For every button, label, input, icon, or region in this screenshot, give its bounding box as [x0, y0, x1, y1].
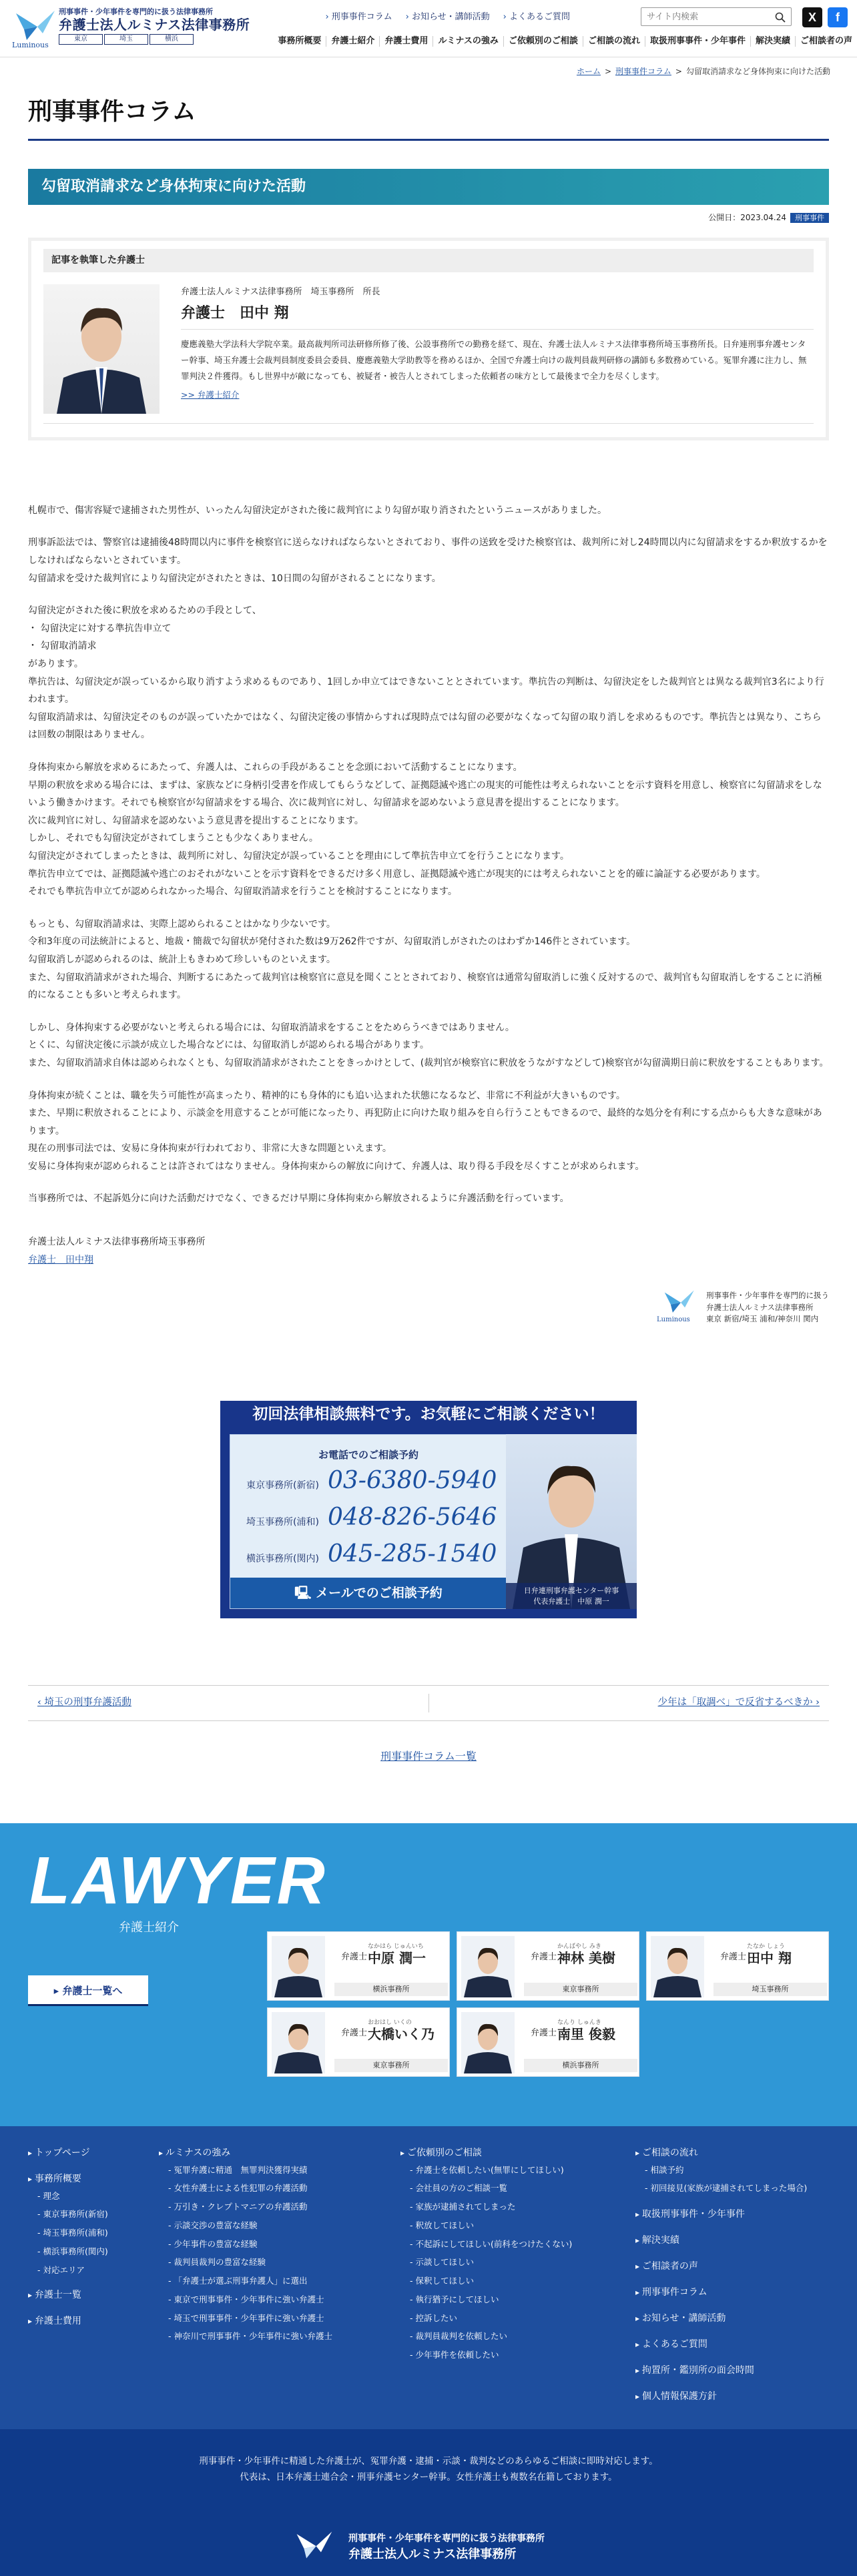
article-line: もっとも、勾留取消請求は、実際上認められることはかなり少ないです。 [28, 918, 336, 930]
article-line: 現在の刑事司法では、安易に身体拘束が行われており、非常に大きな問題といえます。 [28, 1143, 392, 1155]
article-title: 勾留取消請求など身体拘束に向けた活動 [28, 169, 829, 206]
article-line: また、早期に釈放されることにより、示談金を用意することが可能になったり、再犯防止に向けた取り組みを自ら行うこともできるので、最終的な処分を有利にする点からも大きな意味があります。 [28, 1108, 822, 1137]
main-navigation [273, 36, 857, 47]
nav-voices[interactable]: ご相談者の声 [795, 36, 857, 47]
chevron-left-icon: ‹ [37, 1697, 45, 1708]
breadcrumb-section[interactable]: 刑事事件コラム [615, 67, 671, 76]
lawyer-section-heading: LAWYER [29, 1843, 327, 1918]
footer-sub-link[interactable]: - 少年事件の豊富な経験 [159, 2238, 332, 2251]
lawyer-ruby: なかはら じゅんいち [368, 1943, 424, 1950]
footer-office-sub[interactable]: - 埼玉事務所(浦和) [28, 2227, 108, 2240]
footer-top-link[interactable]: ▸ トップページ [28, 2146, 108, 2160]
footer-col-2 [159, 2146, 332, 2350]
prev-article-link[interactable] [28, 1694, 429, 1712]
footer-sub-link[interactable]: - 万引き・クレプトマニアの弁護活動 [159, 2201, 332, 2214]
footer-desc-1: 刑事事件・少年事件に精通した弁護士が、冤罪弁護・逮捕・示談・裁判などのあらゆるご相談に即時対応します。 [199, 2455, 658, 2467]
footer-item-link[interactable]: ▸ 個人情報保護方針 [635, 2390, 807, 2404]
article-paragraph [28, 1190, 829, 1208]
consult-caption-1: 日弁連刑事弁護センター幹事 [523, 1586, 619, 1596]
footer-sub-link[interactable]: - 相談予約 [635, 2164, 807, 2177]
phone-label: 横浜事務所(関内) [246, 1553, 319, 1564]
breadcrumb-sep: > [675, 67, 682, 76]
nav-consult-types[interactable]: ご依頼別のご相談 [503, 36, 583, 47]
consult-phone-heading: お電話でのご相談予約 [318, 1449, 418, 1462]
lawyer-name: 神林 美樹 [557, 1949, 615, 1966]
nav-strengths[interactable]: ルミナスの強み [433, 36, 503, 47]
footer-lawyers-link[interactable]: ▸ 弁護士一覧 [28, 2288, 108, 2302]
brand-text: Luminous [12, 41, 49, 49]
footer-sub-link[interactable]: - 冤罪弁護に精通 無罪判決獲得実績 [159, 2164, 332, 2177]
footer-sub-link[interactable]: - 女性弁護士による性犯罪の弁護活動 [159, 2182, 332, 2195]
footer-office-sub[interactable]: - 東京事務所(新宿) [28, 2208, 108, 2221]
article-paragraph [28, 1087, 829, 1176]
footer-sub-link[interactable]: - 釈放してほしい [400, 2220, 572, 2232]
lawyer-office: 東京事務所 [524, 1983, 637, 1996]
x-social-icon[interactable]: X [802, 7, 822, 27]
lawyer-title: 弁護士 [341, 2027, 368, 2038]
article-line: があります。 [28, 659, 83, 670]
all-lawyers-label: 弁護士一覧へ [62, 1984, 123, 1997]
footer-sub-link[interactable]: - 裁判員裁判を依頼したい [400, 2330, 572, 2343]
luminous-footer-logo-icon [287, 2528, 340, 2568]
breadcrumb-current: 勾留取消請求など身体拘束に向けた活動 [685, 67, 830, 76]
article-line: それでも準抗告申立てが認められなかった場合、勾留取消請求を行うことを検討することになります。 [28, 886, 457, 898]
breadcrumb-home[interactable]: ホーム [576, 67, 601, 76]
footer-office-sub[interactable]: - 横浜事務所(関内) [28, 2246, 108, 2258]
article-line: ・ 勾留決定に対する準抗告申立て [28, 623, 172, 634]
article-line: 次に裁判官に対し、勾留請求を認めないよう意見書を提出することになります。 [28, 815, 364, 826]
footer-sub-link[interactable]: - 家族が逮捕されてしまった [400, 2201, 572, 2214]
lawyer-name: 田中 翔 [747, 1949, 792, 1966]
footer-sub-link[interactable]: - 初回接見(家族が逮捕されてしまった場合) [635, 2182, 807, 2195]
article-line: また、勾留取消請求自体は認められなくとも、勾留取消請求がされたことをきっかけとして、(裁判官が検察官に釈放をうながすなどして)検察官が勾留満期日前に釈放をすることもあります。 [28, 1057, 829, 1068]
luminous-small-logo-icon [657, 1287, 701, 1327]
consult-phone-panel [230, 1434, 507, 1609]
search-input[interactable] [641, 12, 768, 22]
phone-row-saitama[interactable] [246, 1502, 507, 1538]
footer-col-4 [635, 2146, 807, 2417]
lawyer-section-subheading: 弁護士紹介 [119, 1920, 179, 1935]
lawyer-ruby: たなか しょう [747, 1943, 785, 1950]
subnav-column[interactable]: › 刑事事件コラム [325, 9, 392, 26]
footer-item-link[interactable]: ▸ 解決実績 [635, 2234, 807, 2248]
lawyer-section [0, 1823, 857, 2126]
footer-sub-link[interactable]: - 裁判員裁判の豊富な経験 [159, 2256, 332, 2269]
footer-sub-link[interactable]: - 執行猶予にしてほしい [400, 2294, 572, 2306]
footer-col-3 [400, 2146, 572, 2368]
footer-item-link[interactable]: ▸ ご相談者の声 [635, 2260, 807, 2274]
luminous-logo-icon [11, 7, 59, 51]
subnav-news[interactable]: › お知らせ・講師活動 [406, 9, 490, 26]
footer-sub-link[interactable]: - 弁護士を依頼したい(無罪にしてほしい) [400, 2164, 572, 2177]
nav-fees[interactable]: 弁護士費用 [379, 36, 433, 47]
footer-logo-firm: 弁護士法人ルミナス法律事務所 [348, 2547, 517, 2561]
footer-item-link[interactable]: ▸ 取扱刑事事件・少年事件 [635, 2208, 807, 2222]
footer-sub-link[interactable]: - 会社員の方のご相談一覧 [400, 2182, 572, 2195]
article-line: 当事務所では、不起訴処分に向けた活動だけでなく、できるだけ早期に身体拘束から解放されるように弁護活動を行っています。 [28, 1193, 569, 1205]
article-paragraph [28, 759, 829, 901]
article-line: 勾留決定がされた後に釈放を求めるための手段として、 [28, 605, 262, 617]
consultation-banner[interactable] [220, 1401, 637, 1618]
article-paragraph [28, 916, 829, 1004]
site-logo[interactable] [11, 7, 250, 51]
breadcrumb [0, 57, 857, 79]
article-line: 早期の釈放を求める場合には、まずは、家族などに身柄引受書を作成してもらうなどして、証拠隠滅や逃亡の現実的可能性は考えられないことを示す資料を用意し、検察官に勾留請求をしないよう働きかけます。それでも検察官が勾留請求をする場合、次に裁判官に対し、勾留請求を認めないよう意見書を提出することになります。 [28, 779, 822, 809]
lawyer-name: 大橋いく乃 [368, 2025, 435, 2042]
lawyer-office: 東京事務所 [334, 2059, 448, 2072]
footer-desc-2: 代表は、日本弁護士連合会・刑事弁護センター幹事。女性弁護士も複数名在籍しております。 [240, 2471, 617, 2483]
article-line: 勾留取消しが認められるのは、統計上もきわめて珍しいものといえます。 [28, 954, 336, 965]
phone-number[interactable]: 03-6380-5940 [328, 1466, 497, 1494]
article-line: 札幌市で、傷害容疑で逮捕された男性が、いったん勾留決定がされた後に裁判官により勾留が取り消されたというニュースがありました。 [28, 505, 607, 516]
chevron-right-icon: › [812, 1697, 820, 1708]
page-title: 刑事事件コラム [28, 97, 829, 141]
logo-firm-name: 弁護士法人ルミナス法律事務所 [59, 17, 250, 33]
computer-icon: 🖳 [294, 1586, 316, 1601]
column-list-link-wrap [0, 1746, 857, 1766]
author-profile-link[interactable]: >> 弁護士紹介 [181, 389, 240, 400]
author-bio: 慶應義塾大学法科大学院卒業。最高裁判所司法研修所修了後、公設事務所での勤務を経て、現在、弁護士法人ルミナス法律事務所埼玉事務所長。日弁連刑事弁護センター幹事、埼玉弁護士会裁判員制度委員会委員、慶應義塾大学助教等を務めるほか、全国で弁護士向けの裁判員裁判研修の講師も多数務めている。冤罪弁護に注力し、無罪判決２件獲得。もし世界中が敵になっても、被疑者・被告人とされてしまった依頼者の味方として最後まで全力を尽くします。 [181, 329, 814, 384]
author-box [28, 238, 829, 440]
article-paragraph [28, 502, 829, 520]
lawyer-name: 南里 俊毅 [557, 2025, 615, 2042]
column-list-link[interactable]: 刑事事件コラム一覧 [380, 1750, 477, 1763]
all-lawyers-button[interactable] [28, 1975, 148, 2006]
consult-lawyer-photo [506, 1434, 637, 1609]
office-yokohama: 横浜 [150, 34, 194, 45]
lawyer-office: 横浜事務所 [334, 1983, 448, 1996]
nav-flow[interactable]: ご相談の流れ [583, 36, 645, 47]
lawyer-card[interactable] [457, 2007, 639, 2077]
article-paragraph [28, 534, 829, 587]
article-line: 勾留決定がされてしまったときは、裁判所に対し、勾留決定が誤っていることを理由にして準抗告申立てを行うことになります。 [28, 850, 569, 862]
footer-sub-link[interactable]: - 控訴したい [400, 2312, 572, 2325]
publish-date: 公開日：2023.04.24 [708, 213, 786, 223]
lawyer-photo [461, 2012, 515, 2073]
logo-offices [59, 34, 250, 45]
article-pager [28, 1685, 829, 1721]
footer-office-sub[interactable]: - 対応エリア [28, 2264, 108, 2277]
footer-item-link[interactable]: ▸ 拘置所・鑑別所の面会時間 [635, 2364, 807, 2378]
phone-number[interactable]: 048-826-5646 [328, 1503, 497, 1531]
chevron-right-icon: ▸ [53, 1984, 63, 1997]
article-line: また、勾留取消請求がされた場合、判断するにあたって裁判官は検察官に意見を聞くこととされており、検察官は通常勾留取消しに強く反対するので、裁判官も勾留取消しをすることに消極的になることも多いと考えられます。 [28, 972, 822, 1001]
phone-row-tokyo[interactable] [246, 1465, 507, 1502]
footer-sub-link[interactable]: - 埼玉で刑事事件・少年事件に強い弁護士 [159, 2312, 332, 2325]
footer-consult-types-link[interactable]: ▸ ご依頼別のご相談 [400, 2146, 572, 2160]
lawyer-photo [272, 2012, 325, 2073]
category-badge[interactable]: 刑事事件 [790, 213, 829, 223]
footer-col-1 [28, 2146, 108, 2341]
footer-flow-link[interactable]: ▸ ご相談の流れ [635, 2146, 807, 2160]
next-article-link[interactable] [429, 1694, 830, 1712]
mail-consult-button[interactable] [230, 1578, 507, 1608]
lawyer-office: 埼玉事務所 [713, 1983, 827, 1996]
footer-logo[interactable] [287, 2528, 545, 2568]
lawyer-title: 弁護士 [531, 2027, 557, 2038]
author-heading: 記事を執筆した弁護士 [43, 249, 814, 272]
article-line: とくに、勾留決定後に示談が成立した場合などには、勾留取消しが認められる場合があります。 [28, 1040, 429, 1051]
footer-sub-link[interactable]: - 不起訴にしてほしい(前科をつけたくない) [400, 2238, 572, 2251]
phone-row-yokohama[interactable] [246, 1538, 507, 1575]
prev-article-label: 埼玉の刑事弁護活動 [44, 1697, 131, 1708]
signature-firm: 弁護士法人ルミナス法律事務所埼玉事務所 [28, 1237, 206, 1248]
footer-strengths-link[interactable]: ▸ ルミナスの強み [159, 2146, 332, 2160]
consult-title: 初回法律相談無料です。お気軽にご相談ください！ [252, 1405, 605, 1423]
facebook-social-icon[interactable]: f [828, 7, 848, 27]
footer-sub-link[interactable]: - 東京で刑事事件・少年事件に強い弁護士 [159, 2294, 332, 2306]
author-affiliation: 弁護士法人ルミナス法律事務所 埼玉事務所 所長 [181, 286, 380, 297]
article-line: 刑事訴訟法では、警察官は逮捕後48時間以内に事件を検察官に送らなければならないとされており、事件の送致を受けた検察官は、裁判所に対し24時間以内に勾留請求をするか釈放するかをしなければならないとされています。 [28, 537, 828, 567]
author-photo [43, 284, 160, 414]
article-line: しかし、それでも勾留決定がされてしまうことも少なくありません。 [28, 833, 318, 844]
sig-line1: 刑事事件・少年事件を専門的に扱う [706, 1291, 829, 1301]
lawyer-ruby: なんり しゅんき [557, 2019, 601, 2026]
lawyer-ruby: おおはし いくの [368, 2019, 412, 2026]
sig-line3: 東京 新宿/埼玉 浦和/神奈川 関内 [706, 1313, 819, 1323]
consult-caption-2: 代表弁護士 中原 潤一 [533, 1596, 609, 1606]
lawyer-photo [461, 1936, 515, 1997]
nav-cases[interactable]: 取扱刑事事件・少年事件 [645, 36, 750, 47]
site-header [0, 0, 857, 57]
site-footer-bottom [0, 2429, 857, 2576]
phone-label: 東京事務所(新宿) [246, 1480, 319, 1491]
sig-line2: 弁護士法人ルミナス法律事務所 [706, 1302, 814, 1312]
logo-tagline: 刑事事件・少年事件を専門的に扱う法律事務所 [59, 7, 213, 16]
article-line: ・ 勾留取消請求 [28, 641, 97, 652]
lawyer-card[interactable] [457, 1931, 639, 2001]
footer-logo-tagline: 刑事事件・少年事件を専門的に扱う法律事務所 [348, 2533, 545, 2545]
footer-office-link[interactable]: ▸ 事務所概要 [28, 2172, 108, 2186]
phone-label: 埼玉事務所(浦和) [246, 1516, 319, 1528]
footer-item-link[interactable]: ▸ お知らせ・講師活動 [635, 2312, 807, 2326]
lawyer-photo [272, 1936, 325, 1997]
article-line: 勾留請求を受けた裁判官により勾留決定がされたときは、10日間の勾留がされることになります。 [28, 573, 441, 584]
footer-fees-link[interactable]: ▸ 弁護士費用 [28, 2314, 108, 2328]
article-signature [28, 1233, 829, 1269]
sub-navigation [325, 9, 570, 26]
signature-lawyer-link[interactable]: 弁護士 田中翔 [28, 1254, 93, 1265]
author-info [181, 284, 814, 414]
signature-logo [28, 1287, 829, 1327]
nav-lawyers[interactable]: 弁護士紹介 [326, 36, 379, 47]
footer-sub-link[interactable]: - 少年事件を依頼したい [400, 2349, 572, 2362]
article-line: 勾留取消請求は、勾留決定そのものが誤っていたかではなく、勾留決定後の事情からすれば現時点では勾留の必要がなくなって勾留の取り消しを求めるものです。準抗告とは異なり、こちらは回数の制限はありません。 [28, 711, 822, 741]
article-line: 準抗告は、勾留決定が誤っているから取り消すよう求めるものであり、1回しか申立てはできないこととされています。準抗告の判断は、勾留決定をした裁判官とは異なる裁判官3名により行われます。 [28, 676, 824, 705]
footer-sub-link[interactable]: - 示談してほしい [400, 2256, 572, 2269]
footer-item-link[interactable]: ▸ よくあるご質問 [635, 2338, 807, 2352]
lawyer-title: 弁護士 [341, 1951, 368, 1962]
article-body [28, 502, 829, 1208]
office-tokyo: 東京 [59, 34, 103, 45]
phone-number[interactable]: 045-285-1540 [328, 1540, 497, 1568]
next-article-label: 少年は「取調べ」で反省するべきか [657, 1697, 813, 1708]
mail-consult-label: メールでのご相談予約 [316, 1586, 443, 1601]
article-meta [28, 210, 829, 226]
office-saitama: 埼玉 [104, 34, 148, 45]
article-line: 身体拘束から解放を求めるにあたって、弁護人は、これらの手段があることを念頭において活動することになります。 [28, 762, 523, 773]
lawyer-name: 中原 潤一 [368, 1949, 426, 1966]
article-line: 身体拘束が続くことは、職を失う可能性が高まったり、精神的にも身体的にも追い込まれた状態になるなど、非常に不利益が大きいものです。 [28, 1090, 625, 1101]
article-line: 令和3年度の司法統計によると、地裁・簡裁で勾留状が発付された数は9万262件ですが、勾留取消しがされたのはわずか146件とされています。 [28, 936, 636, 948]
footer-navigation [0, 2126, 857, 2429]
search-icon[interactable] [775, 11, 786, 29]
sig-brand: Luminous [657, 1316, 690, 1324]
footer-sub-link[interactable]: - 保釈してほしい [400, 2275, 572, 2288]
footer-sub-link[interactable]: - 「弁護士が選ぶ刑事弁護人」に選出 [159, 2275, 332, 2288]
nav-results[interactable]: 解決実績 [750, 36, 795, 47]
article-line: 安易に身体拘束が認められることは許されてはなりません。身体拘束からの解放に向けて、弁護人は、取り得る手段を尽くすことが求められます。 [28, 1161, 645, 1172]
footer-sub-link[interactable]: - 神奈川で刑事事件・少年事件に強い弁護士 [159, 2330, 332, 2343]
lawyer-card[interactable] [646, 1931, 829, 2001]
article-paragraph [28, 602, 829, 744]
lawyer-office: 横浜事務所 [524, 2059, 637, 2072]
article-line: 準抗告申立てでは、証拠隠滅や逃亡のおそれがないことを示す資料をできるだけ多く用意し、証拠隠滅や逃亡が現実的には考えられないことを的確に論証する必要があります。 [28, 868, 766, 880]
article-paragraph [28, 1019, 829, 1072]
lawyer-card[interactable] [267, 1931, 450, 2001]
lawyer-ruby: かんばやし みき [557, 1943, 601, 1950]
lawyer-photo [651, 1936, 704, 1997]
nav-about[interactable]: 事務所概要 [278, 36, 322, 46]
site-search [641, 7, 792, 26]
breadcrumb-sep: > [604, 67, 612, 76]
subnav-faq[interactable]: › よくあるご質問 [503, 9, 570, 26]
footer-sub-link[interactable]: - 示談交渉の豊富な経験 [159, 2220, 332, 2232]
footer-item-link[interactable]: ▸ 刑事事件コラム [635, 2286, 807, 2300]
lawyer-title: 弁護士 [531, 1951, 557, 1962]
author-name: 弁護士 田中 翔 [181, 304, 289, 322]
lawyer-title: 弁護士 [720, 1951, 747, 1962]
lawyer-card[interactable] [267, 2007, 450, 2077]
footer-office-sub[interactable]: - 理念 [28, 2190, 108, 2203]
article-line: しかし、身体拘束する必要がないと考えられる場合には、勾留取消請求をすることをためらうべきではありません。 [28, 1022, 515, 1033]
